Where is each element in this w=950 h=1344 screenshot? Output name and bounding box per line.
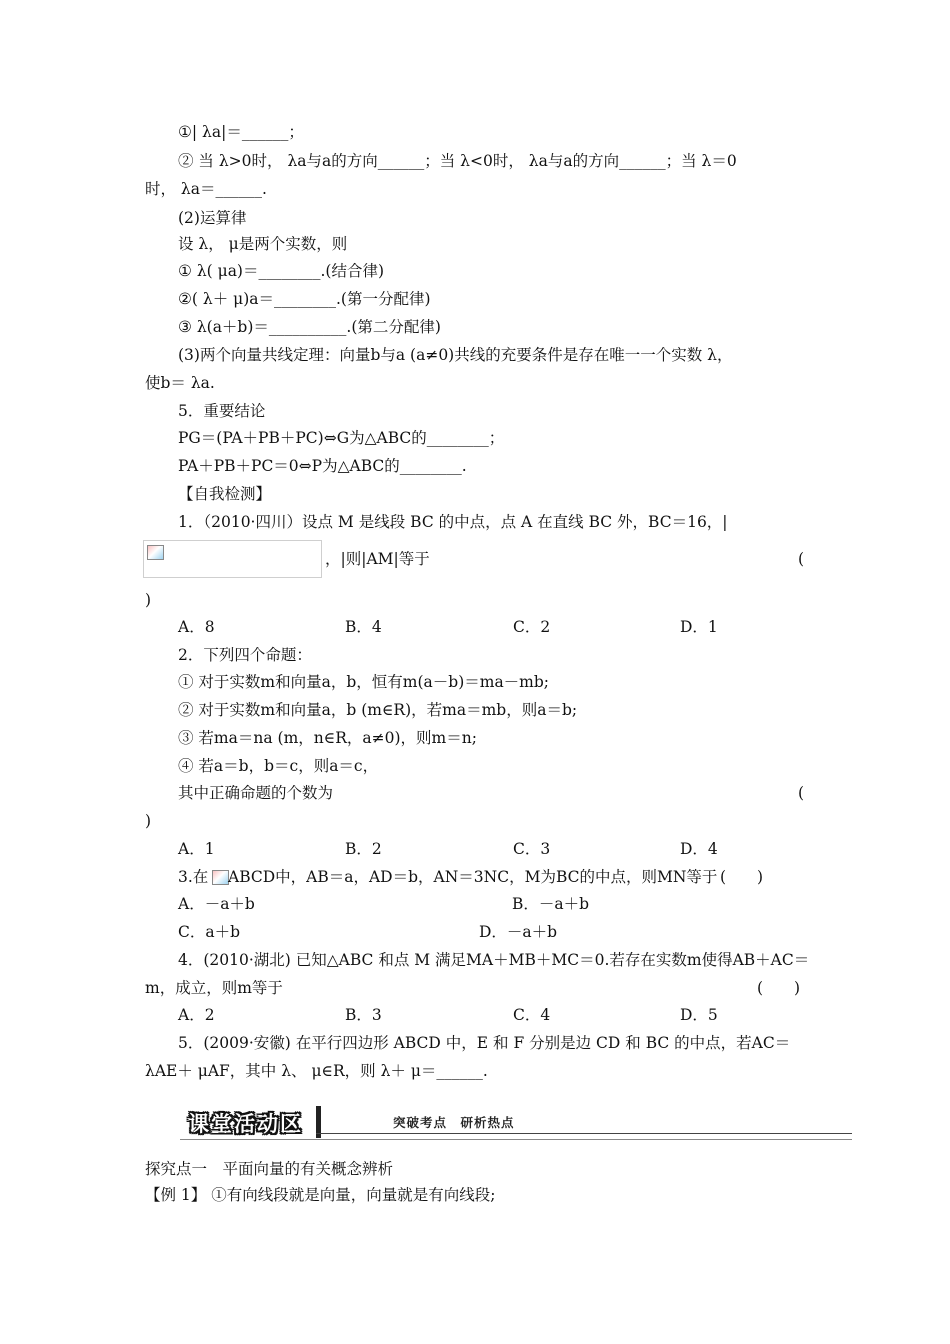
text-line [0, 546, 950, 572]
text-segment: C．a＋b [178, 923, 241, 941]
text-segment: ① 对于实数m和向量a，b，恒有m(a－b)＝ma－mb; [178, 673, 550, 691]
text-segment: ( ) [757, 979, 801, 997]
text-line [0, 258, 950, 284]
text-segment: ( ) [720, 868, 764, 886]
text-segment: B．3 [345, 1006, 382, 1024]
banner-title: 课堂活动区 [188, 1112, 303, 1136]
text-segment: ABCD中，AB＝a，AD＝b，AN＝3NC，M为BC的中点，则MN等于 [228, 868, 718, 886]
text-line [0, 370, 950, 396]
text-segment: ③ λ(a＋b)＝__________.(第二分配律) [178, 318, 441, 336]
text-segment: A．－a＋b [178, 895, 255, 913]
text-segment: ) [145, 812, 152, 830]
text-segment: ① λ( μa)＝________.(结合律) [178, 262, 385, 280]
text-segment: 4．(2010·湖北) 已知△ABC 和点 M 满足MA＋MB＋MC＝0.若存在实数m使得AB＋AC＝ [178, 951, 810, 969]
text-segment: D．5 [680, 1006, 718, 1024]
text-segment: 其中正确命题的个数为 [178, 784, 334, 802]
text-segment: m，成立，则m等于 [145, 979, 283, 997]
text-segment: 【例 1】 ①有向线段就是向量，向量就是有向线段; [145, 1186, 496, 1204]
text-segment: 3.在 [178, 868, 209, 886]
text-segment: λAE＋ μAF，其中 λ、 μ∈R，则 λ＋ μ＝______. [145, 1062, 488, 1080]
text-line [0, 780, 950, 806]
text-segment: 2．下列四个命题： [178, 646, 312, 664]
text-segment: ①| λa|＝______； [178, 123, 304, 141]
text-line [0, 919, 950, 945]
text-segment: ② 对于实数m和向量a，b (m∈R)，若ma＝mb，则a＝b; [178, 701, 578, 719]
text-line [0, 481, 950, 507]
text-segment: B．4 [345, 618, 382, 636]
text-line [0, 642, 950, 668]
text-line [0, 1002, 950, 1028]
text-segment: (2)运算律 [178, 209, 247, 227]
text-line [0, 342, 950, 368]
text-line [0, 119, 950, 145]
text-segment: C．3 [513, 840, 551, 858]
text-line [0, 398, 950, 424]
text-segment: B．2 [345, 840, 382, 858]
text-segment: ( [798, 784, 805, 802]
text-line [0, 205, 950, 231]
text-line [0, 836, 950, 862]
text-line [0, 1030, 950, 1056]
text-segment: ③ 若ma＝na (m，n∈R，a≠0)，则m＝n; [178, 729, 477, 747]
text-segment: A．8 [178, 618, 215, 636]
banner-underline [180, 1139, 852, 1140]
text-segment: ② 当 λ>0时， λa与a的方向______；当 λ<0时， λa与a的方向______；当 λ＝0 [178, 152, 737, 170]
text-line [0, 725, 950, 751]
section-banner [180, 1106, 852, 1142]
text-line [0, 614, 950, 640]
text-line [0, 176, 950, 202]
text-segment: 5．重要结论 [178, 402, 266, 420]
text-segment: 【自我检测】 [178, 485, 272, 503]
text-segment: D．4 [680, 840, 718, 858]
text-line [0, 1182, 950, 1208]
text-line [0, 148, 950, 174]
text-segment: PG＝(PA＋PB＋PC)⇔G为△ABC的________； [178, 429, 505, 447]
text-segment: D．－a＋b [479, 923, 558, 941]
text-segment: C．4 [513, 1006, 551, 1024]
text-segment: 5．(2009·安徽) 在平行四边形 ABCD 中，E 和 F 分别是边 CD 和 BC 的中点，若AC＝ [178, 1034, 791, 1052]
text-line [0, 975, 950, 1001]
text-line [0, 587, 950, 613]
text-line [0, 753, 950, 779]
text-line [0, 286, 950, 312]
text-line [0, 808, 950, 834]
text-segment: D．1 [680, 618, 718, 636]
text-segment: A．2 [178, 1006, 215, 1024]
text-line [0, 453, 950, 479]
text-segment: A．1 [178, 840, 215, 858]
banner-subtitle: 突破考点 研析热点 [393, 1115, 515, 1130]
text-line [0, 947, 950, 973]
text-segment: (3)两个向量共线定理：向量b与a (a≠0)共线的充要条件是存在唯一一个实数 λ， [178, 346, 733, 364]
text-line [0, 891, 950, 917]
text-segment: 设 λ， μ是两个实数，则 [178, 235, 348, 253]
text-line [0, 509, 950, 535]
banner-rule [316, 1133, 852, 1134]
text-segment: ④ 若a＝b，b＝c，则a＝c， [178, 757, 379, 775]
text-line [0, 425, 950, 451]
text-line [0, 231, 950, 257]
text-segment: ，|则|AM|等于 [325, 550, 430, 568]
text-segment: 1．（2010·四川）设点 M 是线段 BC 的中点，点 A 在直线 BC 外，BC＝16，| [178, 513, 728, 531]
text-line [0, 314, 950, 340]
text-segment: 使b＝ λa. [145, 374, 215, 392]
text-segment: ( [798, 550, 805, 568]
text-line [0, 1156, 950, 1182]
text-segment: C．2 [513, 618, 551, 636]
text-line [0, 669, 950, 695]
text-line [0, 864, 950, 890]
text-segment: 时， λa＝______. [145, 180, 267, 198]
text-segment: PA＋PB＋PC＝0⇔P为△ABC的________. [178, 457, 467, 475]
text-segment: ) [145, 591, 152, 609]
text-segment: B．－a＋b [512, 895, 590, 913]
text-segment: 探究点一 平面向量的有关概念辨析 [145, 1160, 394, 1178]
text-segment: ②( λ＋ μ)a＝________.(第一分配律) [178, 290, 431, 308]
text-line [0, 1058, 950, 1084]
text-line [0, 697, 950, 723]
